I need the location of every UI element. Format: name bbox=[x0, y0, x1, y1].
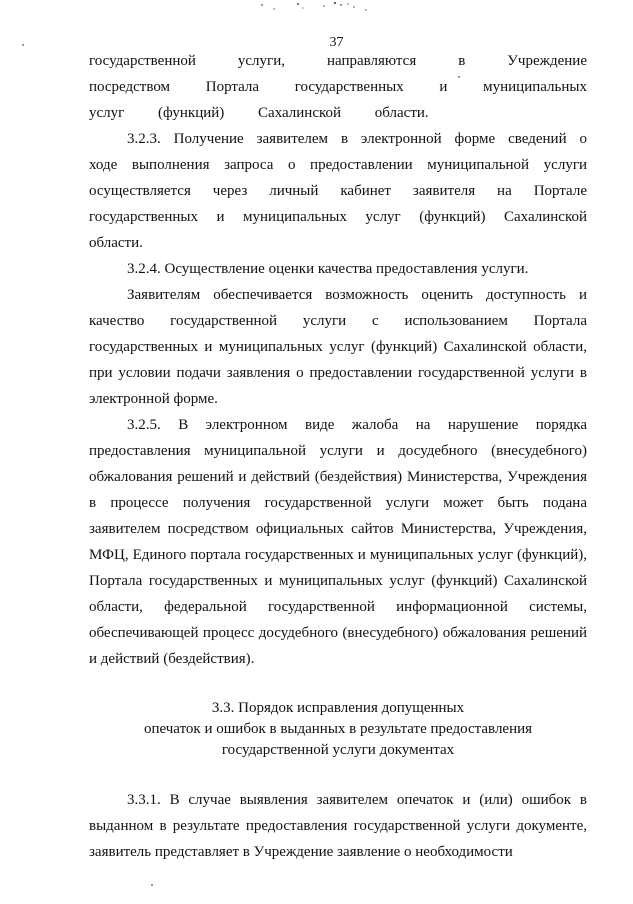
paragraph-3-2-3: 3.2.3. Получение заявителем в электронной форме сведений о ходе выполнения запроса о предоставлении муниципальной услуги осуществляется через личный кабинет заявителя на Портале государственных и муниципальных услуг (функций) Сахалинской области. bbox=[89, 131, 587, 251]
section-heading-line-1: 3.3. Порядок исправления допущенных bbox=[211, 700, 465, 716]
paragraph-3-2-5: 3.2.5. В электронном виде жалоба на нарушение порядка предоставления муниципальной услуги и досудебного (внесудебного) обжалования решений и действий (бездействия) Министерства, Учреждения в процессе получения государственной услуги может быть подана заявителем посредством официальных сайтов Министерства, Учреждения, МФЦ, Единого портала государственных и муниципальных услуг (функций), Портала государственных и муниципальных услуг (функций) Сахалинской области, федеральной государственной информационной системы, обеспечивающей процесс досудебного (внесудебного) обжалования решений и действий (бездействия). bbox=[89, 417, 587, 667]
scan-speck bbox=[22, 44, 24, 46]
page-number: 37 bbox=[329, 35, 344, 50]
document-body bbox=[89, 48, 587, 865]
scan-speck bbox=[458, 76, 460, 78]
paragraph-quality-assessment: Заявителям обеспечивается возможность оценить доступность и качество государственной услуги с использованием Портала государственных и муниципальных услуг (функций) Сахалинской области, при условии подачи заявления о предоставлении государственной услуги в электронной форме. bbox=[89, 287, 587, 407]
paragraph-3-3-1: 3.3.1. В случае выявления заявителем опечаток и (или) ошибок в выданном в результате предоставления государственной услуги документе, заявитель представляет в Учреждение заявление о необходимости bbox=[89, 792, 587, 860]
scan-speck bbox=[151, 884, 153, 886]
paragraph-continuation: государственной услуги, направляются в Учреждение посредством Портала государственных и муниципальных услуг (функций) Сахалинской области. bbox=[89, 53, 587, 121]
section-heading-3-3 bbox=[89, 698, 587, 761]
section-heading-line-2: опечаток и ошибок в выданных в результате предоставления bbox=[143, 721, 533, 737]
scan-artifact-marks bbox=[240, 0, 390, 14]
section-heading-line-3: государственной услуги документах bbox=[221, 742, 455, 758]
paragraph-3-2-4: 3.2.4. Осуществление оценки качества предоставления услуги. bbox=[127, 261, 529, 277]
